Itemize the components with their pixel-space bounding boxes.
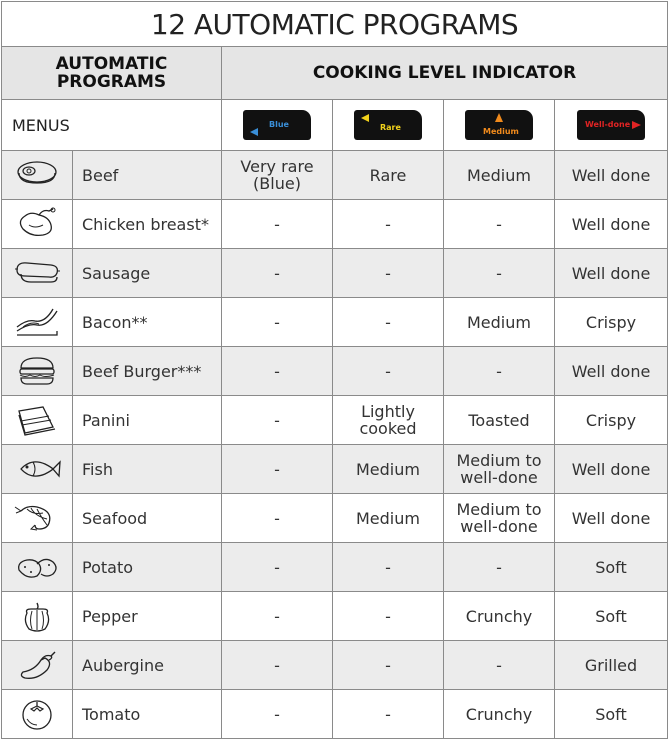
level-cell [333,249,444,298]
program-name: Panini [73,396,222,445]
program-rows [2,151,668,739]
level-cell [444,494,555,543]
level-cell [555,690,668,739]
indicator-blue-label: Blue [269,120,289,129]
program-name: Beef [73,151,222,200]
food-icon-cell [2,200,73,249]
level-cell [222,543,333,592]
level-value: - [385,557,391,577]
level-value: Well done [571,508,651,528]
level-value: - [385,704,391,724]
level-cell [333,298,444,347]
level-value: - [274,312,280,332]
level-cell [222,690,333,739]
level-cell [333,396,444,445]
level-cell [222,445,333,494]
level-cell [222,298,333,347]
table-row [2,151,668,200]
level-cell [333,543,444,592]
level-cell [333,347,444,396]
level-cell [222,200,333,249]
steak-icon [13,158,61,192]
table-title: 12 AUTOMATIC PROGRAMS [2,2,668,47]
program-name: Tomato [73,690,222,739]
indicator-well-done-cell [555,100,668,151]
pepper-icon [13,599,61,633]
level-value: - [496,361,502,381]
level-value: - [274,557,280,577]
level-cell [222,249,333,298]
header-automatic-programs [2,47,222,100]
level-value: - [385,312,391,332]
food-icon-cell [2,347,73,396]
arrow-right-icon [632,121,641,129]
level-value: Well done [571,361,651,381]
table-row [2,200,668,249]
level-value: Well done [571,165,651,185]
indicator-medium-cell [444,100,555,151]
level-cell [444,592,555,641]
program-name: Bacon** [73,298,222,347]
level-cell [555,249,668,298]
level-value: - [496,557,502,577]
level-cell [333,592,444,641]
level-cell [444,347,555,396]
table-row [2,298,668,347]
table-row [2,347,668,396]
indicator-medium-label: Medium [483,127,519,136]
level-cell [555,641,668,690]
shrimp-icon [13,501,61,535]
level-value: Soft [595,606,627,626]
level-value: Crispy [585,312,637,332]
level-cell [555,543,668,592]
level-cell [222,494,333,543]
level-value: - [274,263,280,283]
indicator-rare-label: Rare [380,123,401,132]
level-value: - [274,410,280,430]
level-value: - [496,655,502,675]
level-value: - [385,606,391,626]
level-cell [444,396,555,445]
level-cell [444,249,555,298]
table-row [2,543,668,592]
program-name: Seafood [73,494,222,543]
indicator-rare [354,110,422,140]
level-cell [222,592,333,641]
level-value: Medium [356,459,420,479]
arrow-left-icon [361,114,369,122]
program-name: Sausage [73,249,222,298]
level-cell [444,151,555,200]
level-cell [222,347,333,396]
level-cell [444,641,555,690]
food-icon-cell [2,690,73,739]
level-value: - [496,263,502,283]
food-icon-cell [2,592,73,641]
level-cell [444,690,555,739]
level-value: - [385,214,391,234]
arrow-up-icon [495,113,503,122]
level-cell [555,298,668,347]
indicator-blue [243,110,311,140]
level-cell [444,543,555,592]
program-name: Fish [73,445,222,494]
level-value: - [385,361,391,381]
level-value: - [274,214,280,234]
food-icon-cell [2,543,73,592]
programs-table [1,1,668,739]
level-value: - [274,361,280,381]
header-cooking-level: COOKING LEVEL INDICATOR [222,47,668,100]
table-row [2,592,668,641]
level-value: - [274,704,280,724]
fish-icon [13,452,61,486]
level-cell [222,641,333,690]
level-value: Medium to well-done [456,499,542,536]
level-cell [555,151,668,200]
level-cell [555,494,668,543]
indicator-rare-cell [333,100,444,151]
food-icon-cell [2,494,73,543]
level-value: Crunchy [465,606,533,626]
bacon-icon [13,305,61,339]
level-cell [222,151,333,200]
level-cell [333,445,444,494]
level-value: - [274,606,280,626]
level-value: Well done [571,214,651,234]
sausage-icon [13,256,61,290]
table-row [2,494,668,543]
food-icon-cell [2,151,73,200]
level-value: Grilled [584,655,638,675]
program-name: Beef Burger*** [73,347,222,396]
level-cell [555,396,668,445]
level-value: - [496,214,502,234]
level-value: Medium [467,165,531,185]
level-cell [333,641,444,690]
program-name: Potato [73,543,222,592]
food-icon-cell [2,641,73,690]
level-value: Crispy [585,410,637,430]
table-row [2,641,668,690]
arrow-left-icon [250,128,258,136]
potato-icon [13,550,61,584]
level-cell [333,494,444,543]
program-name: Aubergine [73,641,222,690]
food-icon-cell [2,298,73,347]
food-icon-cell [2,249,73,298]
level-value: Crunchy [465,704,533,724]
indicator-blue-cell [222,100,333,151]
indicator-well-done-label: Well-done [585,120,631,129]
header-automatic-programs-text: AUTOMATIC PROGRAMS [55,54,168,92]
indicator-well-done [577,110,645,140]
program-name: Chicken breast* [73,200,222,249]
food-icon-cell [2,445,73,494]
burger-icon [13,354,61,388]
panini-icon [13,403,61,437]
program-name: Pepper [73,592,222,641]
level-value: Well done [571,263,651,283]
table-row [2,396,668,445]
level-value: Soft [595,557,627,577]
indicator-medium [465,110,533,140]
level-value: - [274,655,280,675]
table-row [2,249,668,298]
level-cell [555,445,668,494]
level-value: Lightly cooked [359,401,417,438]
table-row [2,445,668,494]
level-value: - [385,655,391,675]
level-value: - [385,263,391,283]
level-cell [222,396,333,445]
level-cell [555,347,668,396]
level-value: Medium [356,508,420,528]
level-value: Medium [467,312,531,332]
level-value: Rare [369,165,407,185]
aubergine-icon [13,648,61,682]
level-cell [555,200,668,249]
level-value: - [274,459,280,479]
level-cell [444,298,555,347]
table-row [2,690,668,739]
level-value: Soft [595,704,627,724]
level-cell [333,200,444,249]
level-cell [333,690,444,739]
level-cell [333,151,444,200]
tomato-icon [13,697,61,731]
level-value: Very rare (Blue) [240,156,314,193]
chicken-icon [13,207,61,241]
level-cell [555,592,668,641]
level-value: Medium to well-done [456,450,542,487]
level-cell [444,200,555,249]
level-cell [444,445,555,494]
level-value: - [274,508,280,528]
level-value: Well done [571,459,651,479]
menus-label: MENUS [2,100,222,151]
food-icon-cell [2,396,73,445]
level-value: Toasted [468,410,530,430]
